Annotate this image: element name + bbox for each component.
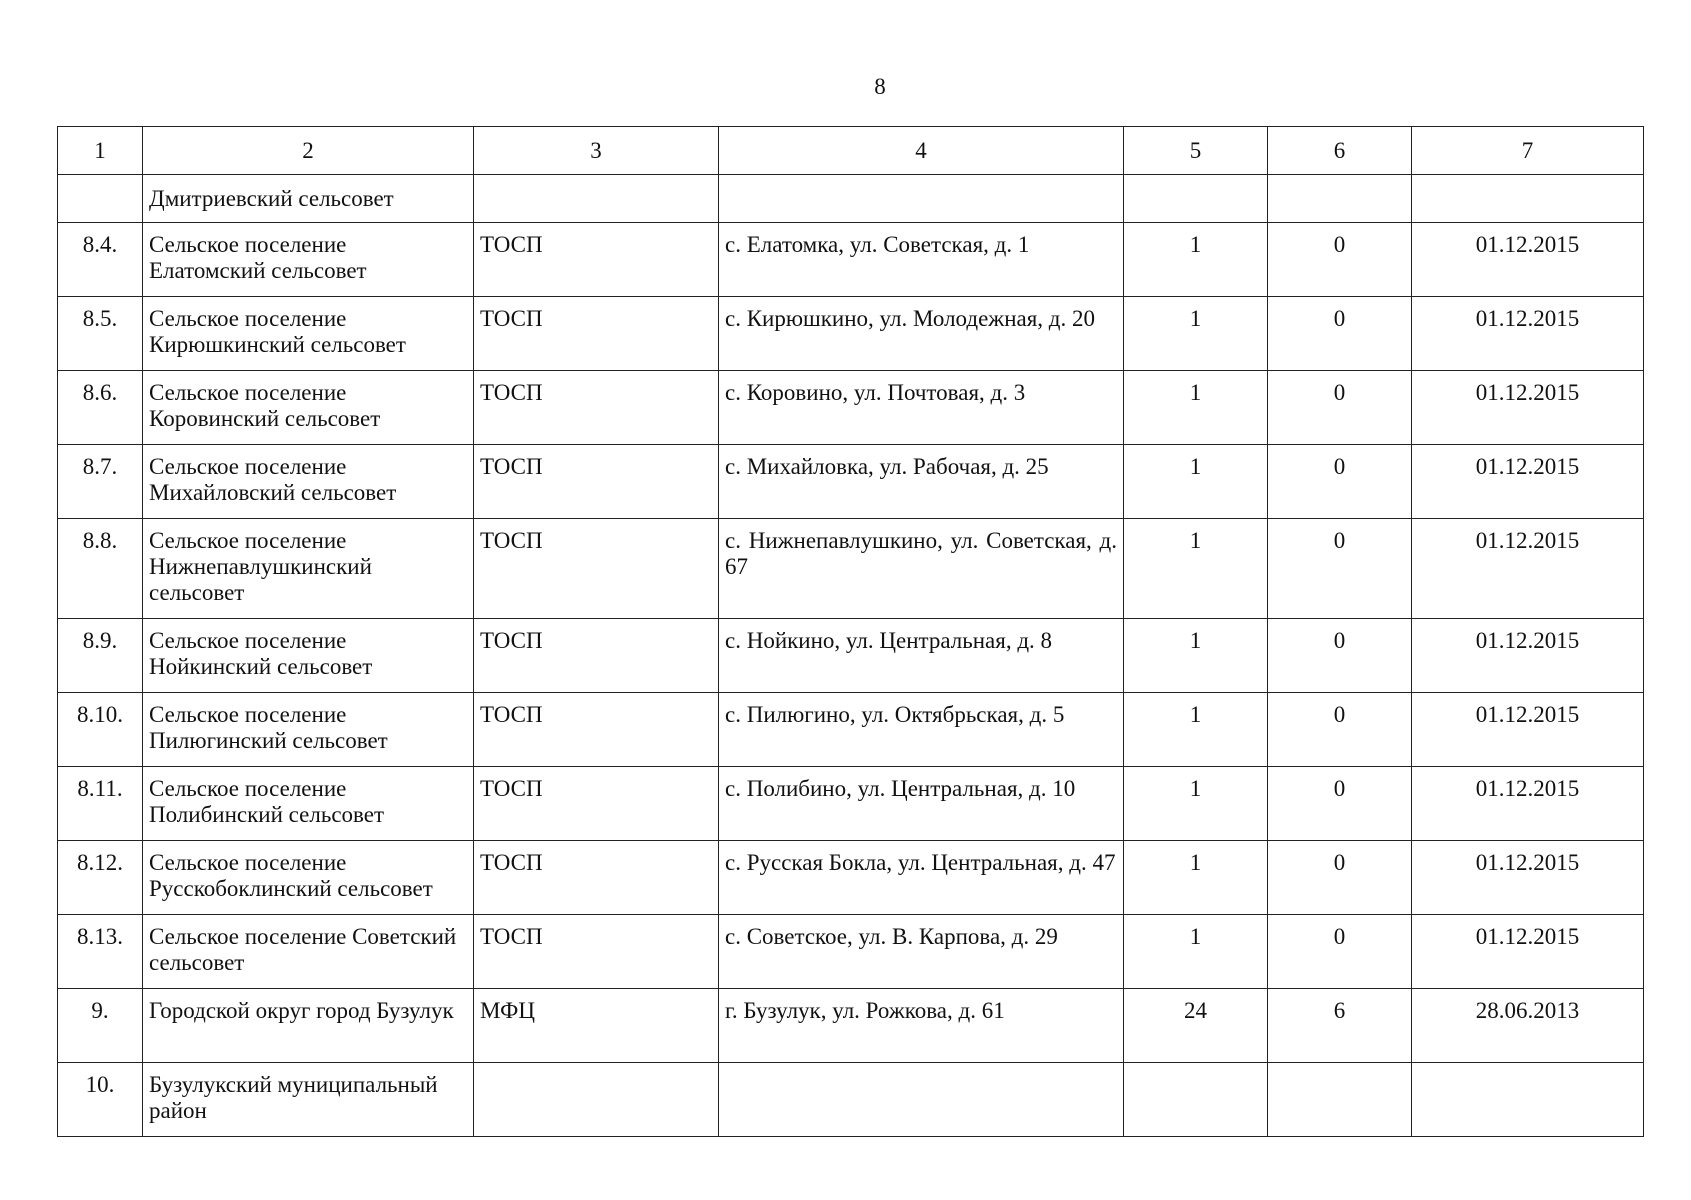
office-type-cell: ТОСП: [474, 445, 719, 519]
column-6-cell: 0: [1268, 915, 1412, 989]
office-type-cell: МФЦ: [474, 989, 719, 1063]
municipality-name-cell: Сельское поселение Кирюшкинский сельсовет: [143, 297, 474, 371]
column-5-cell: 1: [1124, 519, 1268, 619]
column-header: 2: [143, 127, 474, 175]
address-cell: [719, 1063, 1124, 1137]
municipality-name-cell: Сельское поселение Русскобоклинский сельсовет: [143, 841, 474, 915]
column-5-cell: 24: [1124, 989, 1268, 1063]
column-header: 4: [719, 127, 1124, 175]
table-row: [58, 619, 1644, 693]
address-cell: [719, 175, 1124, 223]
column-5-cell: 1: [1124, 841, 1268, 915]
row-number-cell: 8.7.: [58, 445, 143, 519]
row-number-cell: 8.5.: [58, 297, 143, 371]
office-type-cell: ТОСП: [474, 915, 719, 989]
column-6-cell: [1268, 175, 1412, 223]
table-row: [58, 519, 1644, 619]
table-row: [58, 371, 1644, 445]
date-cell: [1412, 1063, 1644, 1137]
office-type-cell: [474, 175, 719, 223]
municipality-name-cell: Бузулукский муниципальный район: [143, 1063, 474, 1137]
address-cell: с. Коровино, ул. Почтовая, д. 3: [719, 371, 1124, 445]
date-cell: 01.12.2015: [1412, 445, 1644, 519]
column-6-cell: 0: [1268, 519, 1412, 619]
column-5-cell: 1: [1124, 371, 1268, 445]
table-row: [58, 693, 1644, 767]
table-row: [58, 989, 1644, 1063]
date-cell: 01.12.2015: [1412, 371, 1644, 445]
office-type-cell: ТОСП: [474, 841, 719, 915]
address-cell: с. Елатомка, ул. Советская, д. 1: [719, 223, 1124, 297]
table-continuation-row: [58, 175, 1644, 223]
office-type-cell: [474, 1063, 719, 1137]
address-cell: с. Советское, ул. В. Карпова, д. 29: [719, 915, 1124, 989]
office-type-cell: ТОСП: [474, 619, 719, 693]
office-type-cell: ТОСП: [474, 223, 719, 297]
office-type-cell: ТОСП: [474, 693, 719, 767]
column-header: 7: [1412, 127, 1644, 175]
row-number-cell: 8.9.: [58, 619, 143, 693]
address-cell: с. Кирюшкино, ул. Молодежная, д. 20: [719, 297, 1124, 371]
row-number-cell: 8.13.: [58, 915, 143, 989]
table-row: [58, 841, 1644, 915]
table-header-row: [58, 127, 1644, 175]
column-header: 6: [1268, 127, 1412, 175]
page-number: 8: [874, 74, 886, 99]
municipality-name-cell: Сельское поселение Пилюгинский сельсовет: [143, 693, 474, 767]
table-row: [58, 445, 1644, 519]
column-6-cell: 6: [1268, 989, 1412, 1063]
data-table: [57, 126, 1644, 1137]
column-6-cell: 0: [1268, 297, 1412, 371]
address-cell: с. Пилюгино, ул. Октябрьская, д. 5: [719, 693, 1124, 767]
column-5-cell: 1: [1124, 693, 1268, 767]
municipality-name-cell: Сельское поселение Советский сельсовет: [143, 915, 474, 989]
date-cell: [1412, 175, 1644, 223]
address-cell: с. Русская Бокла, ул. Центральная, д. 47: [719, 841, 1124, 915]
column-5-cell: [1124, 175, 1268, 223]
row-number-cell: 8.10.: [58, 693, 143, 767]
municipality-name-cell: Городской округ город Бузулук: [143, 989, 474, 1063]
column-header: 3: [474, 127, 719, 175]
row-number-cell: 8.6.: [58, 371, 143, 445]
municipality-name-cell: Сельское поселение Нижнепавлушкинский сельсовет: [143, 519, 474, 619]
office-type-cell: ТОСП: [474, 297, 719, 371]
column-5-cell: [1124, 1063, 1268, 1137]
office-type-cell: ТОСП: [474, 519, 719, 619]
address-cell: с. Михайловка, ул. Рабочая, д. 25: [719, 445, 1124, 519]
table-row: [58, 297, 1644, 371]
date-cell: 01.12.2015: [1412, 519, 1644, 619]
date-cell: 01.12.2015: [1412, 223, 1644, 297]
row-number-cell: [58, 175, 143, 223]
column-5-cell: 1: [1124, 297, 1268, 371]
column-5-cell: 1: [1124, 767, 1268, 841]
row-number-cell: 8.8.: [58, 519, 143, 619]
column-5-cell: 1: [1124, 445, 1268, 519]
municipality-name-cell: Сельское поселение Елатомский сельсовет: [143, 223, 474, 297]
date-cell: 01.12.2015: [1412, 841, 1644, 915]
column-6-cell: 0: [1268, 445, 1412, 519]
address-cell: г. Бузулук, ул. Рожкова, д. 61: [719, 989, 1124, 1063]
municipality-name-cell: Сельское поселение Коровинский сельсовет: [143, 371, 474, 445]
date-cell: 01.12.2015: [1412, 693, 1644, 767]
municipality-name-cell: Сельское поселение Нойкинский сельсовет: [143, 619, 474, 693]
row-number-cell: 8.11.: [58, 767, 143, 841]
date-cell: 01.12.2015: [1412, 767, 1644, 841]
column-6-cell: 0: [1268, 693, 1412, 767]
column-6-cell: 0: [1268, 841, 1412, 915]
table-row: [58, 223, 1644, 297]
office-type-cell: ТОСП: [474, 767, 719, 841]
date-cell: 01.12.2015: [1412, 297, 1644, 371]
municipality-name-cell: Дмитриевский сельсовет: [143, 175, 474, 223]
table-row: [58, 1063, 1644, 1137]
address-cell: с. Полибино, ул. Центральная, д. 10: [719, 767, 1124, 841]
row-number-cell: 9.: [58, 989, 143, 1063]
address-cell: с. Нижнепавлушкино, ул. Советская, д. 67: [719, 519, 1124, 619]
column-5-cell: 1: [1124, 223, 1268, 297]
column-5-cell: 1: [1124, 915, 1268, 989]
date-cell: 01.12.2015: [1412, 619, 1644, 693]
row-number-cell: 8.12.: [58, 841, 143, 915]
table-row: [58, 915, 1644, 989]
row-number-cell: 8.4.: [58, 223, 143, 297]
municipality-name-cell: Сельское поселение Полибинский сельсовет: [143, 767, 474, 841]
table-row: [58, 767, 1644, 841]
date-cell: 28.06.2013: [1412, 989, 1644, 1063]
column-6-cell: 0: [1268, 619, 1412, 693]
column-6-cell: 0: [1268, 767, 1412, 841]
address-cell: с. Нойкино, ул. Центральная, д. 8: [719, 619, 1124, 693]
municipality-name-cell: Сельское поселение Михайловский сельсовет: [143, 445, 474, 519]
column-6-cell: 0: [1268, 223, 1412, 297]
column-6-cell: 0: [1268, 371, 1412, 445]
column-5-cell: 1: [1124, 619, 1268, 693]
date-cell: 01.12.2015: [1412, 915, 1644, 989]
office-type-cell: ТОСП: [474, 371, 719, 445]
column-6-cell: [1268, 1063, 1412, 1137]
column-header: 5: [1124, 127, 1268, 175]
column-header: 1: [58, 127, 143, 175]
row-number-cell: 10.: [58, 1063, 143, 1137]
